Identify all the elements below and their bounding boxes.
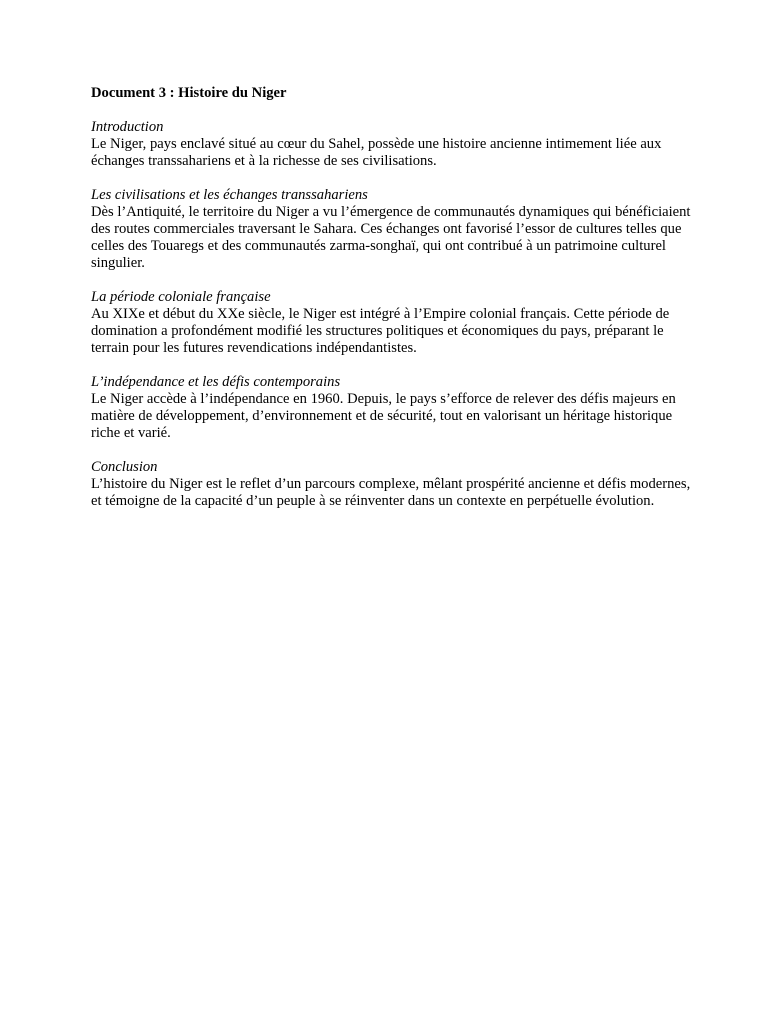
document-content <box>91 85 691 527</box>
section-heading: Conclusion <box>91 459 158 475</box>
section-heading: Les civilisations et les échanges transsahariens <box>91 187 368 203</box>
section-introduction <box>91 119 691 170</box>
section-body: Le Niger, pays enclavé situé au cœur du Sahel, possède une histoire ancienne intimement liée aux échanges transsahariens et à la richesse de ses civilisations. <box>91 136 662 169</box>
document-title: Document 3 : Histoire du Niger <box>91 85 287 101</box>
section-civilisations <box>91 187 691 272</box>
section-conclusion <box>91 459 691 510</box>
section-independence <box>91 374 691 442</box>
section-body: Le Niger accède à l’indépendance en 1960. Depuis, le pays s’efforce de relever des défis majeurs en matière de développement, d’environnement et de sécurité, tout en valorisant un héritage historique riche et varié. <box>91 391 676 441</box>
section-body: L’histoire du Niger est le reflet d’un parcours complexe, mêlant prospérité ancienne et défis modernes, et témoigne de la capacité d’un peuple à se réinventer dans un contexte en perpétuelle évolution. <box>91 476 691 509</box>
section-body: Dès l’Antiquité, le territoire du Niger a vu l’émergence de communautés dynamiques qui bénéficiaient des routes commerciales traversant le Sahara. Ces échanges ont favorisé l’essor de cultures telles que celles des Touaregs et des communautés zarma-songhaï, qui ont contribué à un patrimoine culturel singulier. <box>91 204 691 271</box>
section-heading: Introduction <box>91 119 164 135</box>
section-colonial-period <box>91 289 691 357</box>
section-heading: La période coloniale française <box>91 289 271 305</box>
section-heading: L’indépendance et les défis contemporains <box>91 374 341 390</box>
section-body: Au XIXe et début du XXe siècle, le Niger est intégré à l’Empire colonial français. Cette période de domination a profondément modifié les structures politiques et économiques du pays, préparant le terrain pour les futures revendications indépendantistes. <box>91 306 670 356</box>
